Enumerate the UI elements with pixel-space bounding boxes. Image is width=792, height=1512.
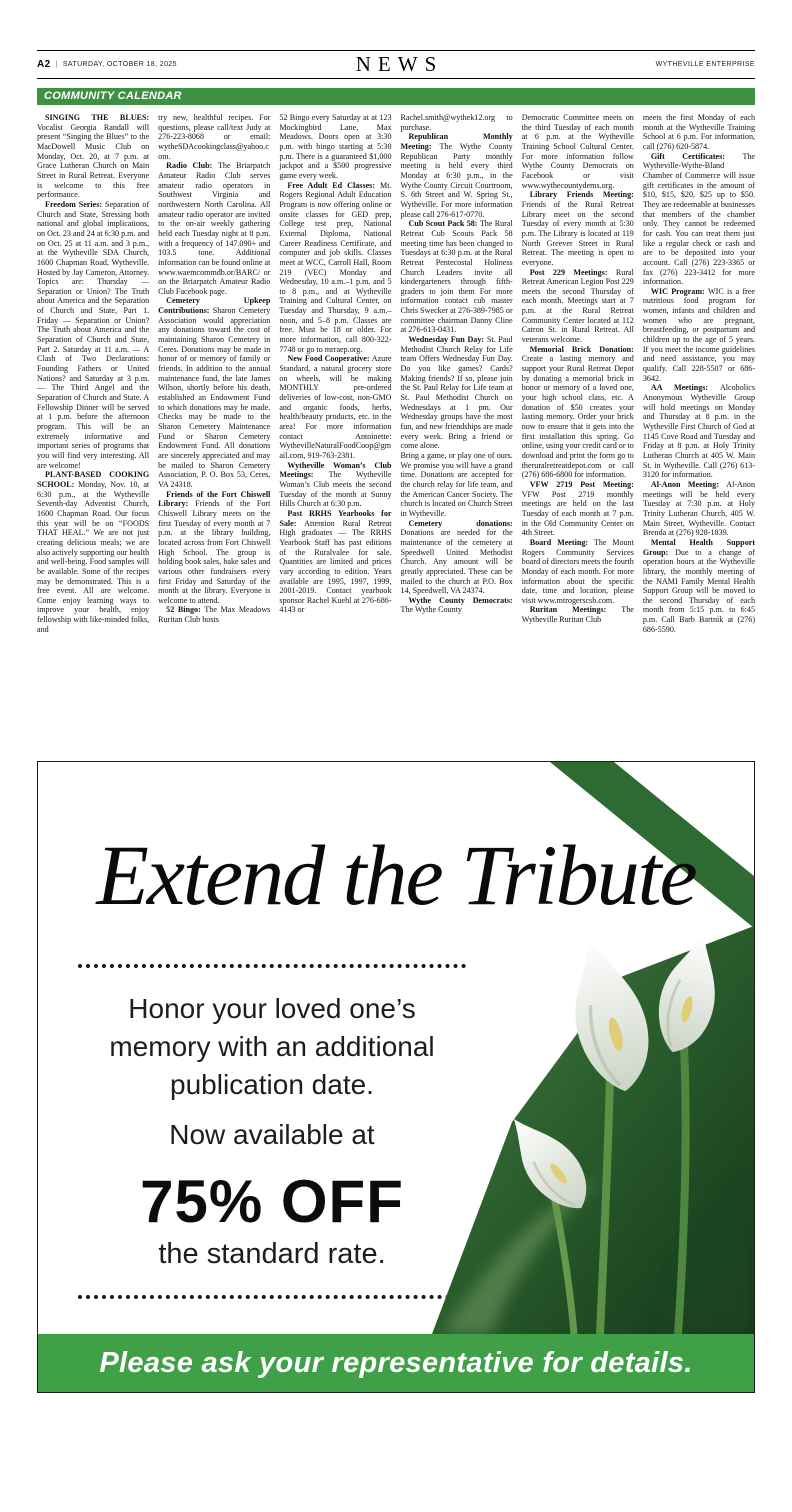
calendar-item: Gift Certificates: The Wytheville-Wythe-Bland Chamber of Commerce will issue gift certificates in the amount of $10, $15, $20, $25 up to $50. They are redeemable at businesses that members of the chamber only. They cannot be redeemed for cash. You can treat them just like a regular check or cash and are to be deposited into your account. Call (276) 223-3365 or fax (276) 223-3412 for more information. [642, 151, 755, 287]
calendar-item: Library Friends Meeting: Friends of the Rural Retreat Library meet on the second Tuesday of every month at 5:30 p.m. The Library is located at 119 North Greever Street in Rural Retreat. The meeting is open to everyone. [521, 190, 634, 267]
calendar-item: Democratic Committee meets on the third Tuesday of each month at 6 p.m. at the Wytheville Training School Cultural Center. For more information follow Wythe County Democrats on Facebook or visit www.wythecountydems.org. [521, 113, 634, 190]
calendar-item-lead: Library Friends Meeting: [529, 190, 634, 200]
calendar-item-lead: Wednesday Fun Day: [408, 335, 487, 345]
calendar-item: WIC Program: WIC is a free nutritious food program for women, infants and children and women who are pregnant, breastfeeding, or postpartum and children up to the age of 5 years. If you meet the income guidelines and need assistance, you may qualify. Call 228-5507 or 686-3642. [642, 286, 755, 383]
section-title: NEWS [355, 52, 444, 76]
masthead [37, 50, 755, 79]
calendar-item: Ruritan Meetings: The Wytheville Ruritan Club [521, 605, 634, 625]
calendar-column-6 [643, 113, 755, 751]
calendar-item: Wythe County Democrats: The Wythe County [400, 595, 513, 615]
calendar-item-lead: SINGING THE BLUES: [45, 113, 150, 122]
page-number: A2 [37, 59, 51, 70]
calendar-item-lead: Cub Scout Pack 58: [408, 219, 480, 229]
calendar-item: Past RRHS Yearbooks for Sale: Attention Rural Retreat High graduates — The RRHS Yearbook Staff has past editions of the Ruralvalee for sale. Quantities are limited and prices vary according to edition. Years available are 1995, 1997, 1999, 2001-2019. Contact yearbook sponsor Rachel Kuehl at 276-686-4143 or [279, 508, 392, 615]
calendar-item: PLANT-BASED COOKING SCHOOL: Monday, Nov. 10, at 6:30 p.m., at the Wytheville Seventh-day Adventist Church, 1600 Chapman Road. Our focus this year will be on “FOODS THAT HEAL.” We are not just creating delicious meals; we are also actively supporting our health and well-being. Food samples will be available. Some of the recipes may be demonstrated. This is a free event. All are welcome. Come enjoy learning ways to improve your health, enjoy fellowship with like-minded folks, and [37, 470, 150, 634]
calendar-item: 52 Bingo every Saturday at at 123 Mockingbird Lane, Max Meadows. Doors open at 3:30 p.m. with bingo starting at 5:30 p.m. There is a guaranteed $1,000 jackpot and a $500 progressive game every week. [279, 113, 392, 180]
calendar-item-lead: Board Meeting: [529, 537, 594, 547]
calendar-item-lead: Friends of the Fort Chiswell Library: [158, 489, 271, 509]
calendar-item: SINGING THE BLUES: Vocalist Georgia Randall will present “Singing the Blues” to the MacDowell Music Club on Monday, Oct. 20, at 7 p.m. at Grace Lutheran Church on Main Street in Rural Retreat. Everyone is welcome to this free performance. [37, 113, 150, 200]
calendar-item: Bring a game, or play one of ours. We promise you will have a grand time. Donations are accepted for the church relay for life team, and the American Cancer Society. The church is located on Church Street in Wytheville. [400, 450, 513, 518]
calendar-item: Freedom Series: Separation of Church and State, Stressing both national and global implications, on Oct. 23 and 24 at 6:30 p.m. and on Oct. 25 at 11 a.m. and 3 p.m., at the Wytheville SDA Church, 1600 Chapman Road, Wytheville. Hosted by Jay Cameron, Attorney. Topics are: Thursday — Separation or Union? The Truth about America and the Separation of Church and State, Part 1. Friday — Separation or Union? The Truth about America and the Separation of Church and State, Part 2. Saturday at 11 a.m. — A Clash of Two Declarations: Founding Fathers or United Nations? and Saturday at 3 p.m. — The Third Angel and the Separation of Church and State. A Fellowship Dinner will be served at 1 p.m. before the afternoon program. This will be an extremely informative and important series of programs that you will find very interesting. All are welcome! [37, 199, 150, 470]
calendar-item: Board Meeting: The Mount Rogers Community Services board of directors meets the fourth Monday of each month. For more information about the specific date, time and location, please visit www.mtrogerscsb.com. [521, 537, 634, 605]
calendar-item-lead: Post 229 Meetings: [529, 267, 616, 277]
ad-offer-sub: the standard rate. [158, 1238, 386, 1270]
calendar-item-lead: Free Adult Ed Classes: [287, 180, 381, 190]
ad-copy-line: Honor your loved one’s [128, 993, 416, 1024]
calendar-item: Friends of the Fort Chiswell Library: Friends of the Fort Chiswell Library meets on the first Tuesday of every month at 7 p.m. at the library building, located across from Fort Chiswell High School. The group is holding book sales, bake sales and various other fundraisers every first Friday and Saturday of the month at the library. Everyone is welcome to attend. [158, 489, 271, 605]
community-calendar-banner: COMMUNITY CALENDAR [37, 88, 755, 105]
calendar-item: Al-Anon Meeting: Al-Anon meetings will be held every Tuesday at 7:30 p.m. at Holy Trinity Lutheran Church, 405 W. Main Street, Wytheville. Contact Brenda at (276) 928-1839. [642, 479, 755, 538]
dotted-divider-top [78, 964, 466, 968]
calendar-item-lead: Ruritan Meetings: [529, 605, 622, 615]
calendar-item-lead: WIC Program: [650, 286, 708, 296]
calendar-item-lead: Al-Anon Meeting: [650, 479, 727, 489]
calendar-column-2 [158, 113, 270, 751]
calendar-item: try new, healthful recipes. For questions, please call/text Judy at 276-223-8068 or email: wytheSDAcookingclass@yahoo.com. [158, 113, 271, 161]
calendar-item-lead: 52 Bingo: [166, 605, 205, 615]
calendar-item: New Food Cooperative: Azure Standard, a natural grocery store on wheels, will be making MONTHLY pre-ordered deliveries of low-cost, non-GMO and organic foods, herbs, health/beauty products, etc. in the area! For more information contact Antoinette: WythevilleNaturalFoodCoop@gmail.com, 919-763-2381. [279, 354, 392, 460]
calendar-item-lead: AA Meetings: [650, 383, 720, 393]
masthead-date: SATURDAY, OCTOBER 18, 2025 [62, 61, 177, 68]
ad-copy-line: memory with an additional [109, 1031, 435, 1062]
calendar-columns [37, 113, 755, 751]
calendar-item-lead: Radio Club: [166, 161, 218, 171]
calla-lilies-image [432, 926, 754, 1334]
calendar-item: Republican Monthly Meeting: The Wythe County Republican Party monthly meeting is held every third Monday at 6:30 p.m., in the Wythe County Circuit Courtroom, S. 6th Street and W. Spring St., Wytheville. For more information please call 276-617-0770. [400, 132, 513, 219]
calendar-item-lead: PLANT-BASED COOKING SCHOOL: [37, 470, 150, 489]
calendar-item-lead: Wytheville Woman’s Club Meetings: [279, 460, 392, 480]
calendar-item: 52 Bingo: The Max Meadows Ruritan Club hosts [158, 605, 271, 625]
calendar-item: Memorial Brick Donation: Create a lasting memory and support your Rural Retreat Depot by donating a memorial brick in honor or memory of a loved one, your high school class, etc. A donation of $50 creates your lasting memory. Order your brick now to ensure that it gets into the first installation this spring. Go online, using your credit card or to download and print the form go to theruralretreatdepot.com or call (276) 686-6800 for information. [521, 344, 634, 480]
tribute-ad [37, 761, 755, 1393]
ad-offer: 75% OFF [140, 1168, 404, 1235]
calendar-item-lead: Gift Certificates: [650, 151, 743, 161]
calendar-item: Rachel.smith@wythek12.org to purchase. [400, 113, 513, 132]
calendar-item: Cub Scout Pack 58: The Rural Retreat Cub Scouts Pack 58 meeting time has been changed to Tuesdays at 6:30 p.m. at the Rural Retreat Pentecostal Holiness Church Leaders invite all kindergarteners through fifth-graders to join them For more information contact cub master Chris Swecker at 276-389-7985 or committee chairman Danny Cline at 276-613-0431. [400, 219, 513, 335]
calendar-column-4 [401, 113, 513, 751]
calendar-item: Wednesday Fun Day: St. Paul Methodist Church Relay for Life team Offers Wednesday Fun Day. Do you like games? Cards? Making friends? If so, please join the St. Paul Relay for Life team at St. Paul Methodist Church on Wednesdays at 1 pm. Our Wednesday groups have the most fun, and new friendships are made every week. Bring a friend or come alone. [400, 335, 513, 451]
ad-headline: Extend the Tribute [96, 827, 696, 923]
calendar-item-lead: Wythe County Democrats: [408, 595, 513, 605]
calendar-item: Cemetery donations: Donations are needed for the maintenance of the cemetery at Speedwell United Methodist Church. Any amount will be greatly appreciated. These can be mailed to the church at P.O. Box 14, Speedwell, VA 24374. [400, 518, 513, 596]
calendar-column-5 [522, 113, 634, 751]
calendar-item: meets the first Monday of each month at the Wytheville Training School at 6 p.m. For information, call (276) 620-5874. [642, 113, 755, 151]
calendar-item: AA Meetings: Alcoholics Anonymous Wytheville Group will hold meetings on Monday and Thursday at 8 p.m. in the Wytheville First Church of God at 1145 Cove Road and Tuesday and Friday at 8 p.m. at Holy Trinity Lutheran Church at 405 W. Main St. in Wytheville. Call (276) 613-3120 for information. [642, 383, 755, 480]
masthead-left [37, 59, 349, 70]
calendar-item-lead: New Food Cooperative: [287, 354, 372, 364]
calendar-item-lead: Memorial Brick Donation: [529, 344, 634, 354]
calendar-item-lead: Republican Monthly Meeting: [400, 132, 513, 151]
calendar-item-lead: Freedom Series: [45, 199, 105, 209]
calendar-item: Radio Club: The Briarpatch Amateur Radio Club serves amateur radio operators in Southwest Virginia and northwestern North Carolina. All amateur radio operator are invited to the on-air weekly gathering held each Tuesday night at 8 p.m. with a frequency of 147.090+ and 103.5 tone. Additional information can be found online at www.waemcommdb.or/BARC/ or on the Briarpatch Amateur Radio Club Facebook page. [158, 161, 271, 296]
masthead-separator: | [55, 61, 58, 68]
ad-availability-line: Now available at [169, 1119, 375, 1150]
calendar-item-lead: Past RRHS Yearbooks for Sale: [279, 508, 392, 528]
calendar-item: Cemetery Upkeep Contributions: Sharon Cemetery Association would appreciation any donations toward the cost of maintaining Sharon Cemetery in Ceres. Donations may be made in honor of or memory of family or friends. In addition to the annual maintenance fund, the late James Wilson, shortly before his death, established an Endowment Fund to which donations may be made. Checks may be made to the Sharon Cemetery Maintenance Fund or Sharon Cemetery Endowment Fund. All donations are sincerely appreciated and may be mailed to Sharon Cemetery Association, P. O. Box 53, Ceres, VA 24318. [158, 296, 271, 489]
calendar-item-lead: Mental Health Support Group: [642, 537, 755, 557]
calendar-column-1 [37, 113, 149, 751]
calendar-item: Wytheville Woman’s Club Meetings: The Wytheville Woman’s Club meets the second Tuesday of the month at Sunny Hills Church at 6:30 p.m. [279, 460, 392, 509]
calendar-column-3 [279, 113, 391, 751]
calendar-item-lead: Cemetery donations: [408, 518, 513, 528]
calendar-item: Free Adult Ed Classes: Mt. Rogers Regional Adult Education Program is now offering online or onsite classes for GED prep, College test prep, National External Diploma, National Career Readiness Certificate, and computer and job skills. Classes meet at WCC, Carroll Hall, Room 219 (VEC) Monday and Wednesday, 10 a.m.–1 p.m. and 5 to 8 p.m., and at Wytheville Training and Cultural Center, on Tuesday and Thursday, 9 a.m.–noon, and 5–8 p.m. Classes are free. Must be 18 or older. For more information, call 800-322-7748 or go to mrraep.org. [279, 180, 392, 354]
calendar-item-lead: Cemetery Upkeep Contributions: [158, 296, 271, 316]
calendar-item-lead: VFW 2719 Post Meeting: [529, 479, 634, 489]
calendar-item: Mental Health Support Group: Due to a change of operation hours at the Wytheville library, the monthly meeting of the NAMI Family Mental Health Support Group will be moved to the second Thursday of each month from 5:15 p.m. to 6:45 p.m. Call Barb Bartnik at (276) 686-5590. [642, 537, 755, 634]
ad-banner: Please ask your representative for details. [38, 1334, 754, 1392]
dotted-divider-bottom [78, 1295, 466, 1299]
calendar-item: Post 229 Meetings: Rural Retreat American Legion Post 229 meets the second Thursday of each month. Meetings start at 7 p.m. at the Rural Retreat Community Center located at 112 Catron St. in Rural Retreat. All veterans welcome. [521, 267, 634, 345]
ad-copy-line: publication date. [170, 1069, 374, 1100]
ad-copy [78, 990, 466, 1104]
calendar-item: VFW 2719 Post Meeting: VFW Post 2719 monthly meetings are held on the last Tuesday of each month at 7 p.m. in the Old Community Center on 4th Street. [521, 479, 634, 538]
publication-name: WYTHEVILLE ENTERPRISE [655, 61, 755, 68]
